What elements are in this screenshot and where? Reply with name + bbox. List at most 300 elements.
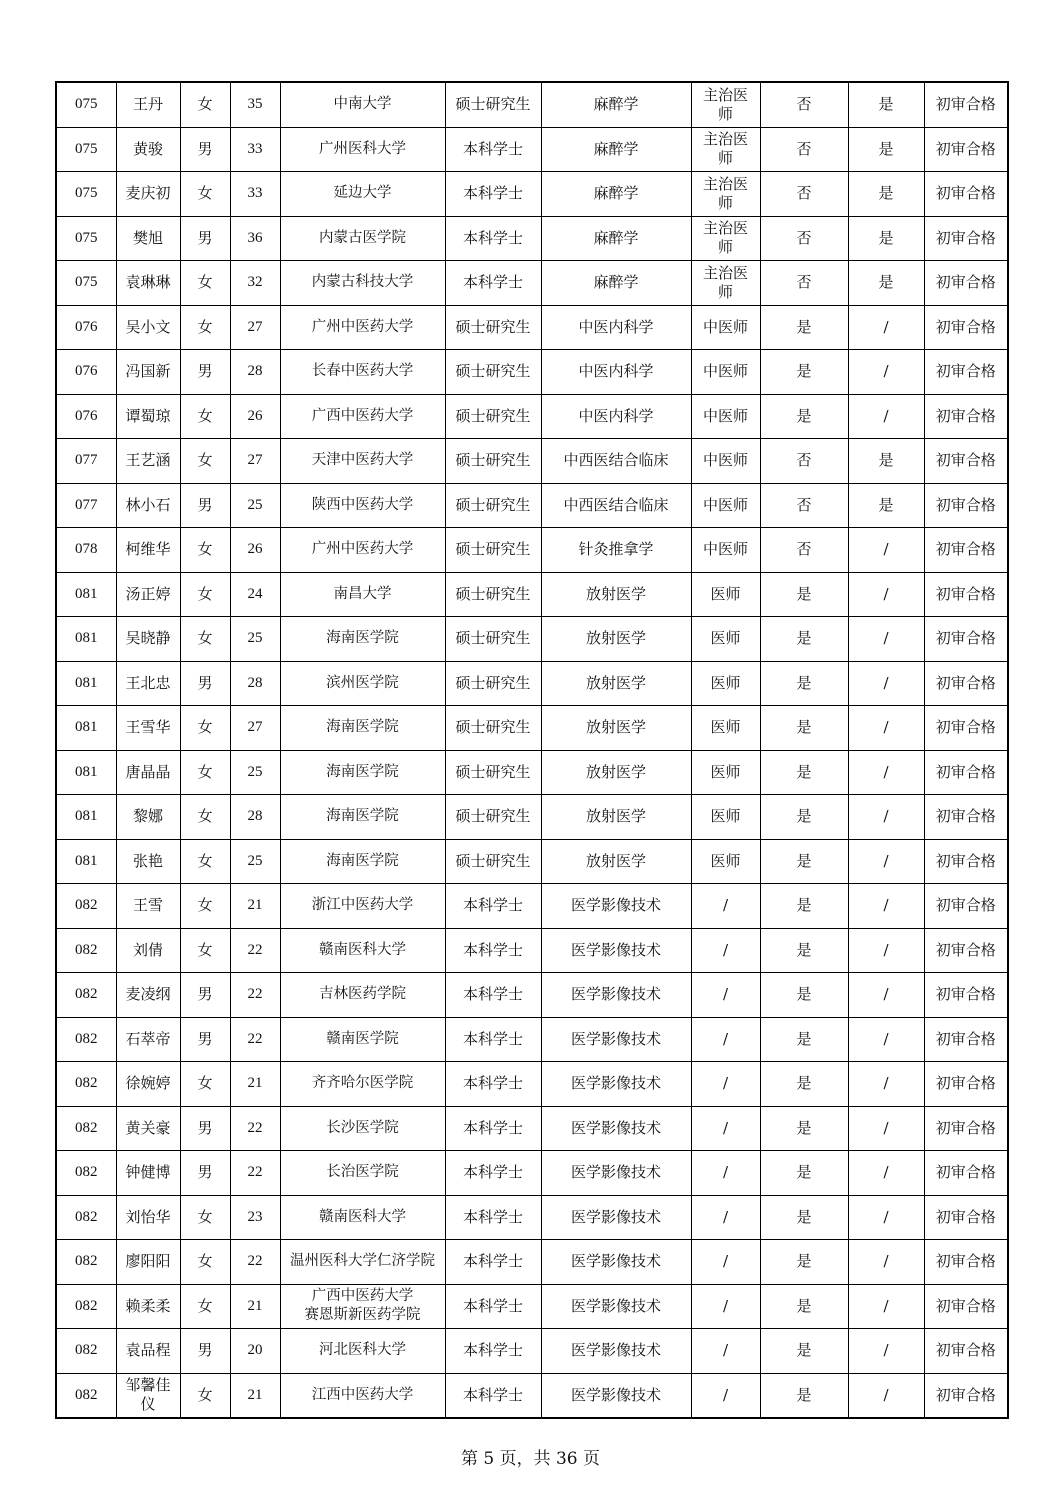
cell-review-result: 初审合格: [924, 1329, 1008, 1374]
cell-title: /: [691, 1240, 760, 1285]
cell-title: 主治医 师: [691, 127, 760, 172]
cell-gender: 男: [180, 216, 230, 261]
cell-degree: 本科学士: [445, 1151, 541, 1196]
cell-gender: 男: [180, 127, 230, 172]
cell-degree: 本科学士: [445, 1017, 541, 1062]
cell-age: 25: [230, 839, 280, 884]
cell-age: 25: [230, 617, 280, 662]
cell-major: 放射医学: [541, 750, 691, 795]
cell-position-code: 075: [56, 216, 116, 261]
cell-age: 27: [230, 439, 280, 484]
cell-review-result: 初审合格: [924, 82, 1008, 127]
cell-position-code: 082: [56, 1017, 116, 1062]
cell-certificate: /: [848, 1240, 924, 1285]
cell-review-result: 初审合格: [924, 261, 1008, 306]
cell-gender: 女: [180, 439, 230, 484]
cell-certificate: /: [848, 617, 924, 662]
cell-title: 中医师: [691, 528, 760, 573]
cell-gender: 女: [180, 305, 230, 350]
cell-major: 放射医学: [541, 617, 691, 662]
cell-title: 医师: [691, 572, 760, 617]
table-row: [56, 572, 1008, 617]
cell-title: /: [691, 1151, 760, 1196]
cell-name: 麦凌纲: [116, 973, 180, 1018]
cell-degree: 本科学士: [445, 172, 541, 217]
cell-position-code: 082: [56, 884, 116, 929]
cell-name: 袁琳琳: [116, 261, 180, 306]
cell-gender: 女: [180, 1240, 230, 1285]
cell-major: 医学影像技术: [541, 1106, 691, 1151]
cell-certificate: /: [848, 1106, 924, 1151]
cell-degree: 硕士研究生: [445, 572, 541, 617]
cell-school: 中南大学: [280, 82, 445, 127]
cell-review-result: 初审合格: [924, 795, 1008, 840]
cell-degree: 硕士研究生: [445, 661, 541, 706]
cell-major: 针灸推拿学: [541, 528, 691, 573]
cell-title: 中医师: [691, 483, 760, 528]
cell-major: 医学影像技术: [541, 884, 691, 929]
cell-school: 长沙医学院: [280, 1106, 445, 1151]
cell-review-result: 初审合格: [924, 706, 1008, 751]
cell-review-result: 初审合格: [924, 750, 1008, 795]
cell-name: 刘怡华: [116, 1195, 180, 1240]
cell-gender: 女: [180, 1373, 230, 1418]
cell-review-result: 初审合格: [924, 172, 1008, 217]
cell-age: 21: [230, 1062, 280, 1107]
cell-school: 海南医学院: [280, 750, 445, 795]
cell-name: 唐晶晶: [116, 750, 180, 795]
cell-position-code: 082: [56, 1151, 116, 1196]
table-row: [56, 127, 1008, 172]
cell-title: 主治医 师: [691, 216, 760, 261]
cell-major: 放射医学: [541, 572, 691, 617]
table-row: [56, 750, 1008, 795]
cell-age: 32: [230, 261, 280, 306]
cell-name: 吴小文: [116, 305, 180, 350]
cell-title: /: [691, 1062, 760, 1107]
cell-title: /: [691, 884, 760, 929]
cell-review-result: 初审合格: [924, 216, 1008, 261]
cell-degree: 本科学士: [445, 1106, 541, 1151]
cell-fresh-graduate: 是: [760, 928, 848, 973]
cell-major: 医学影像技术: [541, 1195, 691, 1240]
cell-gender: 女: [180, 572, 230, 617]
cell-certificate: /: [848, 394, 924, 439]
cell-age: 27: [230, 706, 280, 751]
cell-position-code: 077: [56, 483, 116, 528]
cell-fresh-graduate: 是: [760, 661, 848, 706]
cell-degree: 本科学士: [445, 1373, 541, 1418]
cell-position-code: 076: [56, 394, 116, 439]
cell-school: 滨州医学院: [280, 661, 445, 706]
cell-title: /: [691, 1106, 760, 1151]
cell-position-code: 075: [56, 82, 116, 127]
cell-major: 放射医学: [541, 795, 691, 840]
cell-age: 24: [230, 572, 280, 617]
cell-review-result: 初审合格: [924, 617, 1008, 662]
cell-review-result: 初审合格: [924, 1373, 1008, 1418]
cell-gender: 女: [180, 839, 230, 884]
cell-age: 33: [230, 172, 280, 217]
cell-title: 医师: [691, 706, 760, 751]
cell-major: 中西医结合临床: [541, 439, 691, 484]
cell-gender: 女: [180, 884, 230, 929]
cell-title: 医师: [691, 661, 760, 706]
cell-degree: 硕士研究生: [445, 305, 541, 350]
cell-age: 21: [230, 1284, 280, 1329]
cell-major: 中医内科学: [541, 305, 691, 350]
cell-degree: 本科学士: [445, 973, 541, 1018]
cell-gender: 女: [180, 394, 230, 439]
cell-gender: 男: [180, 1151, 230, 1196]
cell-age: 28: [230, 795, 280, 840]
cell-degree: 硕士研究生: [445, 528, 541, 573]
cell-school: 广西中医药大学: [280, 394, 445, 439]
cell-school: 河北医科大学: [280, 1329, 445, 1374]
cell-review-result: 初审合格: [924, 1195, 1008, 1240]
cell-title: 医师: [691, 795, 760, 840]
cell-fresh-graduate: 是: [760, 1017, 848, 1062]
cell-degree: 硕士研究生: [445, 617, 541, 662]
cell-review-result: 初审合格: [924, 1240, 1008, 1285]
cell-review-result: 初审合格: [924, 839, 1008, 884]
cell-gender: 女: [180, 617, 230, 662]
cell-position-code: 082: [56, 928, 116, 973]
cell-title: /: [691, 1329, 760, 1374]
cell-degree: 硕士研究生: [445, 795, 541, 840]
cell-position-code: 082: [56, 1062, 116, 1107]
cell-degree: 硕士研究生: [445, 483, 541, 528]
cell-fresh-graduate: 是: [760, 795, 848, 840]
cell-name: 麦庆初: [116, 172, 180, 217]
cell-title: /: [691, 973, 760, 1018]
cell-certificate: 是: [848, 216, 924, 261]
cell-title: /: [691, 1195, 760, 1240]
cell-age: 36: [230, 216, 280, 261]
cell-fresh-graduate: 是: [760, 305, 848, 350]
cell-position-code: 075: [56, 261, 116, 306]
cell-gender: 女: [180, 928, 230, 973]
cell-name: 吴晓静: [116, 617, 180, 662]
cell-fresh-graduate: 是: [760, 750, 848, 795]
cell-name: 黎娜: [116, 795, 180, 840]
table-row: [56, 350, 1008, 395]
cell-review-result: 初审合格: [924, 127, 1008, 172]
cell-age: 22: [230, 1106, 280, 1151]
cell-school: 广州医科大学: [280, 127, 445, 172]
cell-age: 35: [230, 82, 280, 127]
cell-name: 赖柔柔: [116, 1284, 180, 1329]
cell-major: 放射医学: [541, 839, 691, 884]
cell-degree: 硕士研究生: [445, 350, 541, 395]
cell-degree: 本科学士: [445, 127, 541, 172]
cell-school: 吉林医药学院: [280, 973, 445, 1018]
cell-title: /: [691, 1284, 760, 1329]
cell-review-result: 初审合格: [924, 350, 1008, 395]
cell-name: 王雪: [116, 884, 180, 929]
cell-major: 医学影像技术: [541, 973, 691, 1018]
cell-name: 樊旭: [116, 216, 180, 261]
table-row: [56, 973, 1008, 1018]
cell-age: 27: [230, 305, 280, 350]
cell-age: 23: [230, 1195, 280, 1240]
cell-major: 医学影像技术: [541, 1240, 691, 1285]
cell-major: 中医内科学: [541, 394, 691, 439]
cell-title: 中医师: [691, 305, 760, 350]
cell-name: 徐婉婷: [116, 1062, 180, 1107]
cell-gender: 女: [180, 82, 230, 127]
cell-name: 林小石: [116, 483, 180, 528]
table-row: [56, 617, 1008, 662]
cell-fresh-graduate: 是: [760, 572, 848, 617]
cell-name: 谭蜀琼: [116, 394, 180, 439]
cell-fresh-graduate: 是: [760, 706, 848, 751]
cell-gender: 男: [180, 483, 230, 528]
table-row: [56, 82, 1008, 127]
cell-major: 放射医学: [541, 661, 691, 706]
cell-review-result: 初审合格: [924, 394, 1008, 439]
cell-degree: 硕士研究生: [445, 82, 541, 127]
cell-school: 延边大学: [280, 172, 445, 217]
cell-age: 22: [230, 973, 280, 1018]
cell-major: 医学影像技术: [541, 1329, 691, 1374]
cell-major: 麻醉学: [541, 172, 691, 217]
cell-gender: 男: [180, 350, 230, 395]
cell-certificate: /: [848, 661, 924, 706]
cell-age: 33: [230, 127, 280, 172]
cell-major: 麻醉学: [541, 127, 691, 172]
cell-review-result: 初审合格: [924, 1106, 1008, 1151]
cell-major: 医学影像技术: [541, 928, 691, 973]
cell-fresh-graduate: 是: [760, 973, 848, 1018]
cell-name: 邹馨佳仪: [116, 1373, 180, 1418]
cell-name: 冯国新: [116, 350, 180, 395]
cell-name: 钟健博: [116, 1151, 180, 1196]
cell-degree: 本科学士: [445, 1284, 541, 1329]
cell-title: 医师: [691, 617, 760, 662]
cell-school: 赣南医科大学: [280, 928, 445, 973]
cell-name: 王艺涵: [116, 439, 180, 484]
cell-school: 江西中医药大学: [280, 1373, 445, 1418]
cell-degree: 硕士研究生: [445, 706, 541, 751]
cell-review-result: 初审合格: [924, 884, 1008, 929]
cell-major: 中西医结合临床: [541, 483, 691, 528]
cell-title: /: [691, 1017, 760, 1062]
cell-degree: 本科学士: [445, 1195, 541, 1240]
cell-fresh-graduate: 否: [760, 528, 848, 573]
table-row: [56, 483, 1008, 528]
cell-age: 22: [230, 1017, 280, 1062]
table-row: [56, 261, 1008, 306]
table-row: [56, 1106, 1008, 1151]
cell-name: 袁品程: [116, 1329, 180, 1374]
cell-fresh-graduate: 是: [760, 884, 848, 929]
cell-major: 医学影像技术: [541, 1284, 691, 1329]
cell-age: 22: [230, 1151, 280, 1196]
cell-age: 26: [230, 394, 280, 439]
cell-name: 王丹: [116, 82, 180, 127]
cell-review-result: 初审合格: [924, 973, 1008, 1018]
candidate-table: [55, 81, 1009, 1419]
cell-certificate: /: [848, 1017, 924, 1062]
table-row: [56, 172, 1008, 217]
cell-gender: 男: [180, 1329, 230, 1374]
cell-gender: 女: [180, 1284, 230, 1329]
cell-name: 黄骏: [116, 127, 180, 172]
cell-age: 21: [230, 1373, 280, 1418]
cell-major: 医学影像技术: [541, 1151, 691, 1196]
cell-fresh-graduate: 是: [760, 1373, 848, 1418]
cell-school: 内蒙古医学院: [280, 216, 445, 261]
cell-degree: 本科学士: [445, 1329, 541, 1374]
cell-age: 22: [230, 1240, 280, 1285]
cell-title: 医师: [691, 839, 760, 884]
table-row: [56, 216, 1008, 261]
cell-fresh-graduate: 否: [760, 127, 848, 172]
table-row: [56, 1240, 1008, 1285]
cell-title: 中医师: [691, 394, 760, 439]
cell-name: 黄关豪: [116, 1106, 180, 1151]
cell-position-code: 081: [56, 706, 116, 751]
table-row: [56, 1373, 1008, 1418]
cell-major: 医学影像技术: [541, 1017, 691, 1062]
table-row: [56, 1062, 1008, 1107]
cell-certificate: /: [848, 1062, 924, 1107]
cell-fresh-graduate: 是: [760, 350, 848, 395]
cell-degree: 本科学士: [445, 1062, 541, 1107]
table-row: [56, 1151, 1008, 1196]
cell-degree: 本科学士: [445, 928, 541, 973]
cell-name: 石萃帝: [116, 1017, 180, 1062]
cell-position-code: 082: [56, 1240, 116, 1285]
cell-title: /: [691, 928, 760, 973]
cell-school: 陕西中医药大学: [280, 483, 445, 528]
cell-school: 海南医学院: [280, 706, 445, 751]
cell-age: 25: [230, 750, 280, 795]
cell-school: 海南医学院: [280, 617, 445, 662]
cell-position-code: 082: [56, 1195, 116, 1240]
cell-degree: 硕士研究生: [445, 394, 541, 439]
cell-certificate: /: [848, 973, 924, 1018]
cell-certificate: /: [848, 528, 924, 573]
cell-position-code: 075: [56, 127, 116, 172]
cell-title: 中医师: [691, 439, 760, 484]
table-row: [56, 928, 1008, 973]
cell-gender: 男: [180, 661, 230, 706]
cell-degree: 硕士研究生: [445, 750, 541, 795]
cell-certificate: /: [848, 1284, 924, 1329]
cell-school: 南昌大学: [280, 572, 445, 617]
cell-fresh-graduate: 是: [760, 1106, 848, 1151]
cell-fresh-graduate: 是: [760, 617, 848, 662]
cell-certificate: 是: [848, 261, 924, 306]
cell-age: 21: [230, 884, 280, 929]
cell-degree: 硕士研究生: [445, 839, 541, 884]
cell-position-code: 081: [56, 661, 116, 706]
cell-review-result: 初审合格: [924, 1151, 1008, 1196]
cell-school: 长治医学院: [280, 1151, 445, 1196]
cell-name: 刘倩: [116, 928, 180, 973]
cell-major: 医学影像技术: [541, 1062, 691, 1107]
cell-name: 廖阳阳: [116, 1240, 180, 1285]
cell-degree: 本科学士: [445, 216, 541, 261]
cell-major: 医学影像技术: [541, 1373, 691, 1418]
cell-title: 主治医 师: [691, 261, 760, 306]
cell-position-code: 077: [56, 439, 116, 484]
cell-school: 海南医学院: [280, 839, 445, 884]
cell-position-code: 081: [56, 572, 116, 617]
cell-gender: 女: [180, 528, 230, 573]
cell-fresh-graduate: 是: [760, 1062, 848, 1107]
cell-gender: 女: [180, 1195, 230, 1240]
cell-fresh-graduate: 是: [760, 1329, 848, 1374]
cell-certificate: /: [848, 1373, 924, 1418]
cell-name: 张艳: [116, 839, 180, 884]
cell-review-result: 初审合格: [924, 483, 1008, 528]
table-row: [56, 1329, 1008, 1374]
cell-age: 26: [230, 528, 280, 573]
cell-fresh-graduate: 否: [760, 172, 848, 217]
cell-fresh-graduate: 是: [760, 1240, 848, 1285]
cell-title: 主治医 师: [691, 172, 760, 217]
cell-review-result: 初审合格: [924, 305, 1008, 350]
cell-position-code: 081: [56, 839, 116, 884]
cell-school: 浙江中医药大学: [280, 884, 445, 929]
cell-fresh-graduate: 是: [760, 1195, 848, 1240]
cell-position-code: 075: [56, 172, 116, 217]
table-row: [56, 1195, 1008, 1240]
cell-review-result: 初审合格: [924, 1017, 1008, 1062]
cell-school: 赣南医学院: [280, 1017, 445, 1062]
cell-position-code: 082: [56, 1329, 116, 1374]
cell-certificate: /: [848, 1195, 924, 1240]
cell-review-result: 初审合格: [924, 572, 1008, 617]
cell-position-code: 078: [56, 528, 116, 573]
cell-fresh-graduate: 否: [760, 261, 848, 306]
cell-name: 王雪华: [116, 706, 180, 751]
cell-certificate: /: [848, 350, 924, 395]
cell-school: 海南医学院: [280, 795, 445, 840]
cell-fresh-graduate: 否: [760, 216, 848, 261]
cell-certificate: 是: [848, 483, 924, 528]
cell-degree: 本科学士: [445, 1240, 541, 1285]
cell-gender: 男: [180, 1106, 230, 1151]
cell-review-result: 初审合格: [924, 661, 1008, 706]
cell-certificate: /: [848, 706, 924, 751]
cell-certificate: 是: [848, 82, 924, 127]
cell-fresh-graduate: 否: [760, 439, 848, 484]
cell-name: 柯维华: [116, 528, 180, 573]
cell-position-code: 082: [56, 1284, 116, 1329]
cell-school: 齐齐哈尔医学院: [280, 1062, 445, 1107]
cell-school: 长春中医药大学: [280, 350, 445, 395]
cell-fresh-graduate: 否: [760, 483, 848, 528]
table-row: [56, 305, 1008, 350]
table-row: [56, 884, 1008, 929]
cell-major: 麻醉学: [541, 261, 691, 306]
cell-school: 广西中医药大学 赛恩斯新医药学院: [280, 1284, 445, 1329]
table-body: [56, 82, 1008, 1418]
cell-gender: 女: [180, 750, 230, 795]
cell-position-code: 076: [56, 305, 116, 350]
table-row: [56, 1017, 1008, 1062]
cell-certificate: /: [848, 884, 924, 929]
cell-fresh-graduate: 否: [760, 82, 848, 127]
cell-fresh-graduate: 是: [760, 394, 848, 439]
cell-review-result: 初审合格: [924, 1062, 1008, 1107]
table-row: [56, 706, 1008, 751]
cell-age: 20: [230, 1329, 280, 1374]
